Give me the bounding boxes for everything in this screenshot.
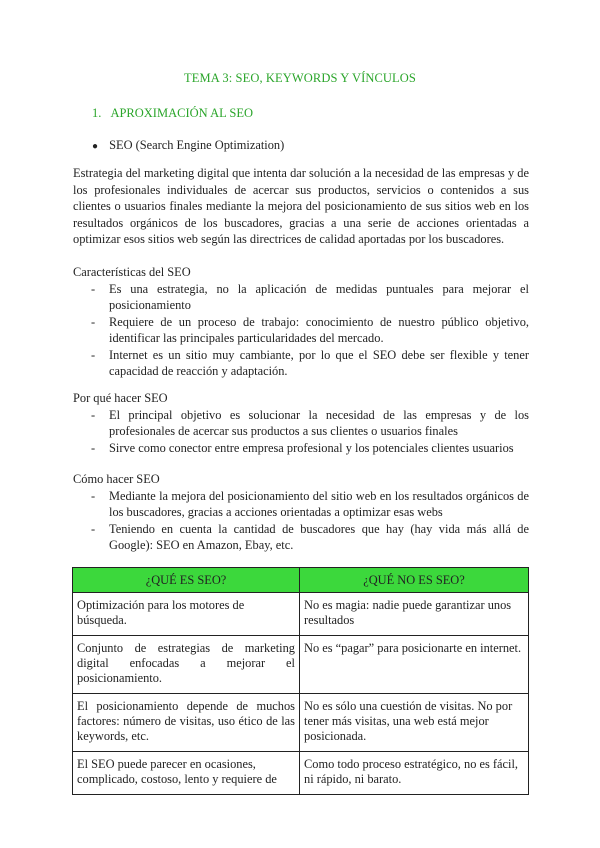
dash-icon: - — [91, 440, 96, 455]
dash-icon: - — [91, 521, 96, 536]
list-item: - Sirve como conector entre empresa profesional y los potenciales clientes usuarios — [91, 440, 514, 455]
dash-icon: - — [91, 347, 96, 362]
dash-icon: - — [91, 407, 96, 422]
bullet-item — [92, 137, 284, 156]
bullet-dot-icon: ● — [92, 141, 99, 152]
table-cell: No es “pagar” para posicionarte en internet. — [300, 636, 529, 694]
dash-icon: - — [91, 314, 96, 329]
section-label: APROXIMACIÓN AL SEO — [110, 106, 254, 120]
why-block — [73, 390, 529, 456]
table-cell: El posicionamiento depende de muchos factores: número de visitas, uso ético de las keywords, etc. — [73, 694, 300, 752]
characteristics-block — [73, 264, 529, 380]
section-heading — [92, 105, 253, 122]
list-item: - Internet es un sitio muy cambiante, por lo que el SEO debe ser flexible y tener capacidad de reacción y adaptación. — [91, 347, 529, 378]
how-block — [73, 471, 529, 554]
table-cell: Optimización para los motores de búsqueda. — [73, 593, 300, 636]
list-item: - Mediante la mejora del posicionamiento del sitio web en los resultados orgánicos de los buscadores, gracias a acciones orientadas a optimizar esas webs — [91, 488, 529, 519]
list-item: - Requiere de un proceso de trabajo: conocimiento de nuestro público objetivo, identificar las principales particularidades del mercado. — [91, 314, 529, 345]
table-row — [73, 593, 529, 636]
intro-paragraph: Estrategia del marketing digital que intenta dar solución a la necesidad de las empresas y de los profesionales individuales de acercar sus productos, servicios o contenidos a sus clientes o usuarios finales mediante la mejora del posicionamiento de sus sitios web en los resultados orgánicos de los buscadores, gracias a una serie de acciones orientadas a optimizar esos sitios web según las directrices de calidad aportadas por los buscadores. — [73, 166, 529, 246]
page-title: TEMA 3: SEO, KEYWORDS Y VÍNCULOS — [184, 71, 416, 85]
why-heading: Por qué hacer SEO — [73, 391, 168, 405]
bullet-text: SEO (Search Engine Optimization) — [109, 138, 285, 152]
list-item: - El principal objetivo es solucionar la necesidad de las empresas y de los profesionales de acercar sus productos a sus clientes o usuarios finales — [91, 407, 529, 438]
section-number: 1. — [92, 106, 102, 120]
table-row — [73, 752, 529, 795]
characteristics-heading: Características del SEO — [73, 265, 191, 279]
dash-icon: - — [91, 488, 96, 503]
table-cell: No es sólo una cuestión de visitas. No por tener más visitas, una web está mejor posicionada. — [300, 694, 529, 752]
table-cell: Conjunto de estrategias de marketing digital enfocadas a mejorar el posicionamiento. — [73, 636, 300, 694]
characteristics-list — [73, 281, 529, 380]
why-list — [73, 407, 529, 457]
how-heading: Cómo hacer SEO — [73, 472, 160, 486]
list-item: - Teniendo en cuenta la cantidad de buscadores que hay (hay vida más allá de Google): SEO en Amazon, Ebay, etc. — [91, 521, 529, 552]
table-cell: Como todo proceso estratégico, no es fácil, ni rápido, ni barato. — [300, 752, 529, 795]
header-what-is-seo: ¿QUÉ ES SEO? — [73, 568, 300, 593]
header-what-is-not-seo: ¿QUÉ NO ES SEO? — [300, 568, 529, 593]
how-list — [73, 488, 529, 554]
table-row — [73, 694, 529, 752]
table-row — [73, 636, 529, 694]
dash-icon: - — [91, 281, 96, 296]
list-item: - Es una estrategia, no la aplicación de medidas puntuales para mejorar el posicionamiento — [91, 281, 529, 312]
table-cell: No es magia: nadie puede garantizar unos resultados — [300, 593, 529, 636]
table-cell: El SEO puede parecer en ocasiones, complicado, costoso, lento y requiere de — [73, 752, 300, 795]
seo-comparison-table — [72, 567, 529, 795]
table-header-row — [73, 568, 529, 593]
